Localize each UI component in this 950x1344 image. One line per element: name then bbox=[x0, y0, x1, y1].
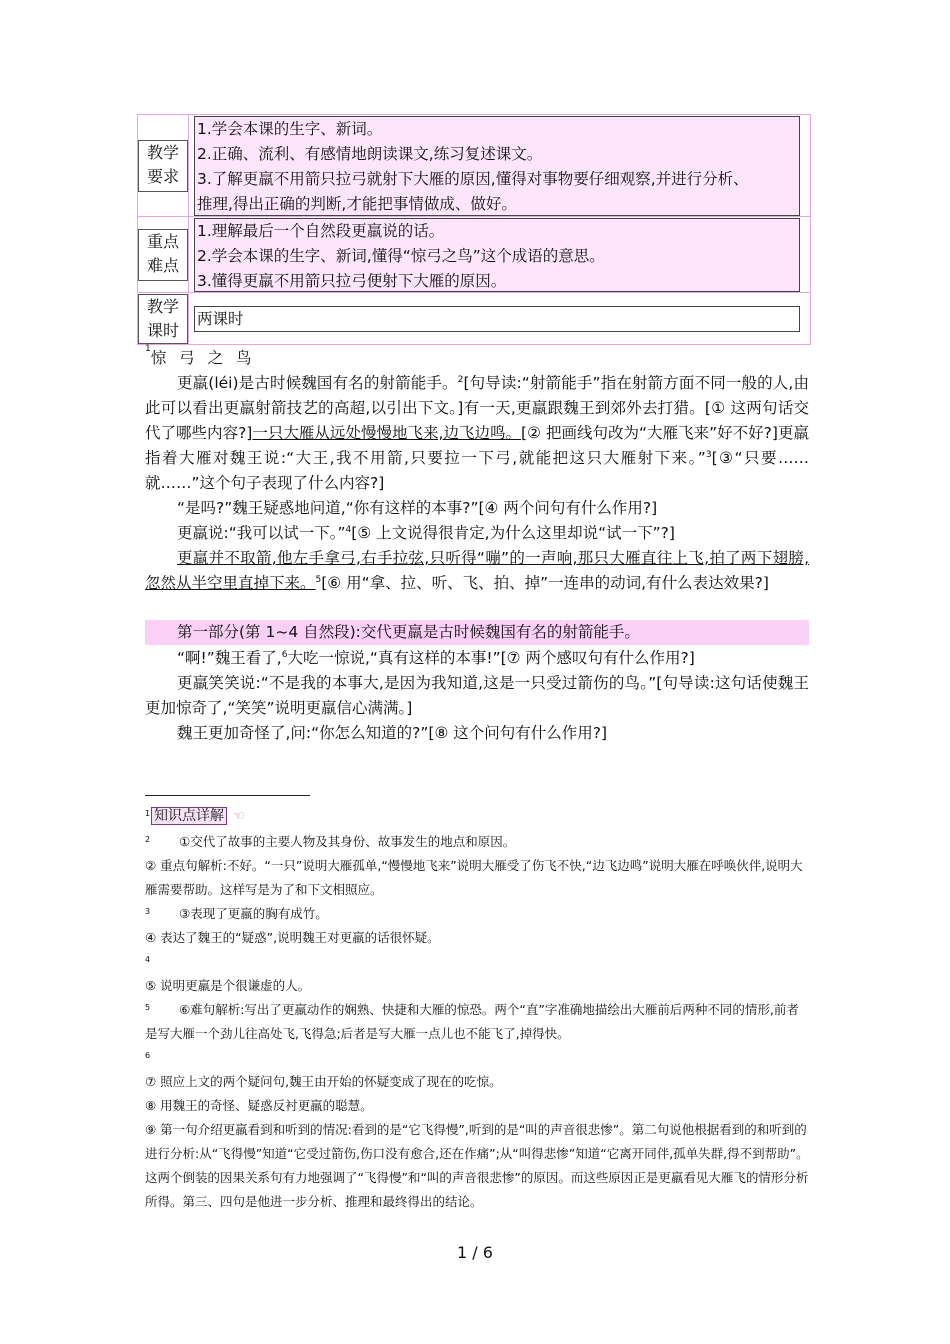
lesson-body-part2 bbox=[145, 646, 809, 746]
footnote-6b: ⑦ 照应上文的两个疑问句,魏王由开始的怀疑变成了现在的吃惊。 bbox=[145, 1074, 502, 1089]
lesson-title: $^1$惊 弓 之 鸟 bbox=[145, 344, 256, 367]
paragraph-5: “啊!”魏王看了,$^6$大吃一惊说,“真有这样的本事!”[⑦ 两个感叹句有什么作用?] bbox=[177, 649, 695, 667]
label-class-hours: 教学 课时 bbox=[138, 294, 188, 344]
footnote-3: 3 ③表现了更羸的胸有成竹。 bbox=[145, 906, 328, 921]
underlined-sentence: 一只大雁从远处慢慢地飞来,边飞边鸣。 bbox=[252, 424, 522, 442]
footnote-2b: ② 重点句解析:不好。“一只”说明大雁孤单,“慢慢地飞来”说明大雁受了伤飞不快,“边飞边鸣”说明大雁在呼唤伙伴,说明大雁需要帮助。这样写是为了和下文相照应。 bbox=[145, 858, 803, 897]
footnote-6d: ⑨ 第一句介绍更羸看到和听到的情况:看到的是“它飞得慢”,听到的是“叫的声音很悲惨”。第二句说他根据看到的和听到的进行分析:从“飞得慢”知道“它受过箭伤,伤口没有愈合,还在作痛”;从“叫得悲惨”知道“它离开同伴,孤单失群,得不到帮助”。这两个倒装的因果关系句有力地强调了“飞得慢”和“叫的声音很悲惨”的原因。而这些原因正是更羸看见大雁飞的情形分析所得。第三、四句是他进一步分析、推理和最终得出的结论。 bbox=[145, 1122, 809, 1209]
footnote-3b: ④ 表达了魏王的“疑惑”,说明魏王对更羸的话很怀疑。 bbox=[145, 930, 440, 945]
footnote-4: 4 bbox=[145, 955, 151, 964]
page-number: 1 / 6 bbox=[457, 1243, 493, 1262]
label-teaching-requirements: 教学 要求 bbox=[138, 140, 188, 192]
paragraph-1: 更羸(léi)是古时候魏国有名的射箭能手。$^2$[句导读:“射箭能手”指在射箭方面不同一般的人,由此可以看出更羸射箭技艺的高超,以引出下文。]有一天,更羸跟魏王到郊外去打猎。[① 这两句话交代了哪些内容?]一只大雁从远处慢慢地飞来,边飞边鸣。[② 把画线句改为“大雁飞来”好不好?]更羸指着大雁对魏王说:“大王,我不用箭,只要拉一下弓,就能把这只大雁射下来。”$^3$[③“只要……就……”这个句子表现了什么内容?] bbox=[145, 374, 810, 492]
footnote-1: 1 知识点详解 ☜ bbox=[145, 808, 245, 824]
paragraph-6: 更羸笑笑说:“不是我的本事大,是因为我知道,这是一只受过箭伤的鸟。”[句导读:这句话使魏王更加惊奇了,“笑笑”说明更羸信心满满。] bbox=[145, 674, 809, 717]
key-point-line: 2.学会本课的生字、新词,懂得“惊弓之鸟”这个成语的意思。 bbox=[197, 247, 605, 265]
underlined-sentence: 更羸并不取箭,他左手拿弓,右手拉弦,只听得“嘣”的一声响,那只大雁直往上飞,拍了两下翅膀,忽然从半空里直掉下来。 bbox=[145, 549, 809, 592]
requirement-line: 3.了解更羸不用箭只拉弓就射下大雁的原因,懂得对事物要仔细观察,并进行分析、 bbox=[197, 170, 749, 188]
paragraph-3: 更羸说:“我可以试一下。”$^4$[⑤ 上文说得很肯定,为什么这里却说“试一下”?] bbox=[177, 524, 675, 542]
key-point-line: 3.懂得更羸不用箭只拉弓便射下大雁的原因。 bbox=[197, 272, 507, 290]
key-points-box bbox=[194, 218, 800, 292]
knowledge-point-label[interactable]: 知识点详解 bbox=[151, 807, 227, 825]
footnote-separator bbox=[145, 795, 310, 796]
paragraph-4: 更羸并不取箭,他左手拿弓,右手拉弦,只听得“嘣”的一声响,那只大雁直往上飞,拍了两下翅膀,忽然从半空里直掉下来。$^5$[⑥ 用“拿、拉、听、飞、拍、掉”一连串的动词,有什么表达效果?] bbox=[145, 549, 809, 592]
footnote-4b: ⑤ 说明更羸是个很谦虚的人。 bbox=[145, 978, 311, 993]
footnote-6: 6 bbox=[145, 1051, 151, 1060]
key-point-line: 1.理解最后一个自然段更羸说的话。 bbox=[197, 222, 445, 240]
lesson-body-part1 bbox=[145, 371, 809, 596]
paragraph-2: “是吗?”魏王疑惑地问道,“你有这样的本事?”[④ 两个问句有什么作用?] bbox=[177, 499, 658, 517]
footnotes bbox=[145, 803, 809, 1214]
requirement-line: 2.正确、流利、有感情地朗读课文,练习复述课文。 bbox=[197, 145, 543, 163]
requirement-line: 推理,得出正确的判断,才能把事情做成、做好。 bbox=[197, 195, 517, 213]
class-hours-box: 两课时 bbox=[194, 306, 800, 332]
part-summary: 第一部分(第 1~4 自然段):交代更羸是古时候魏国有名的射箭能手。 bbox=[177, 623, 640, 641]
footnote-5: 5 ⑥难句解析:写出了更羸动作的娴熟、快捷和大雁的惊恐。两个“直”字准确地描绘出大雁前后两种不同的情形,前者是写大雁一个劲儿往高处飞,飞得急;后者是写大雁一点儿也不能飞了,掉得快。 bbox=[145, 1002, 799, 1041]
paragraph-7: 魏王更加奇怪了,问:“你怎么知道的?”[⑧ 这个问句有什么作用?] bbox=[177, 724, 608, 742]
footnote-6c: ⑧ 用魏王的奇怪、疑惑反衬更羸的聪慧。 bbox=[145, 1098, 373, 1113]
requirement-line: 1.学会本课的生字、新词。 bbox=[197, 120, 383, 138]
requirements-box bbox=[194, 116, 800, 216]
pointing-hand-icon: ☜ bbox=[233, 809, 245, 824]
label-key-points: 重点 难点 bbox=[138, 229, 188, 281]
footnote-2: 2 ①交代了故事的主要人物及其身份、故事发生的地点和原因。 bbox=[145, 834, 516, 849]
